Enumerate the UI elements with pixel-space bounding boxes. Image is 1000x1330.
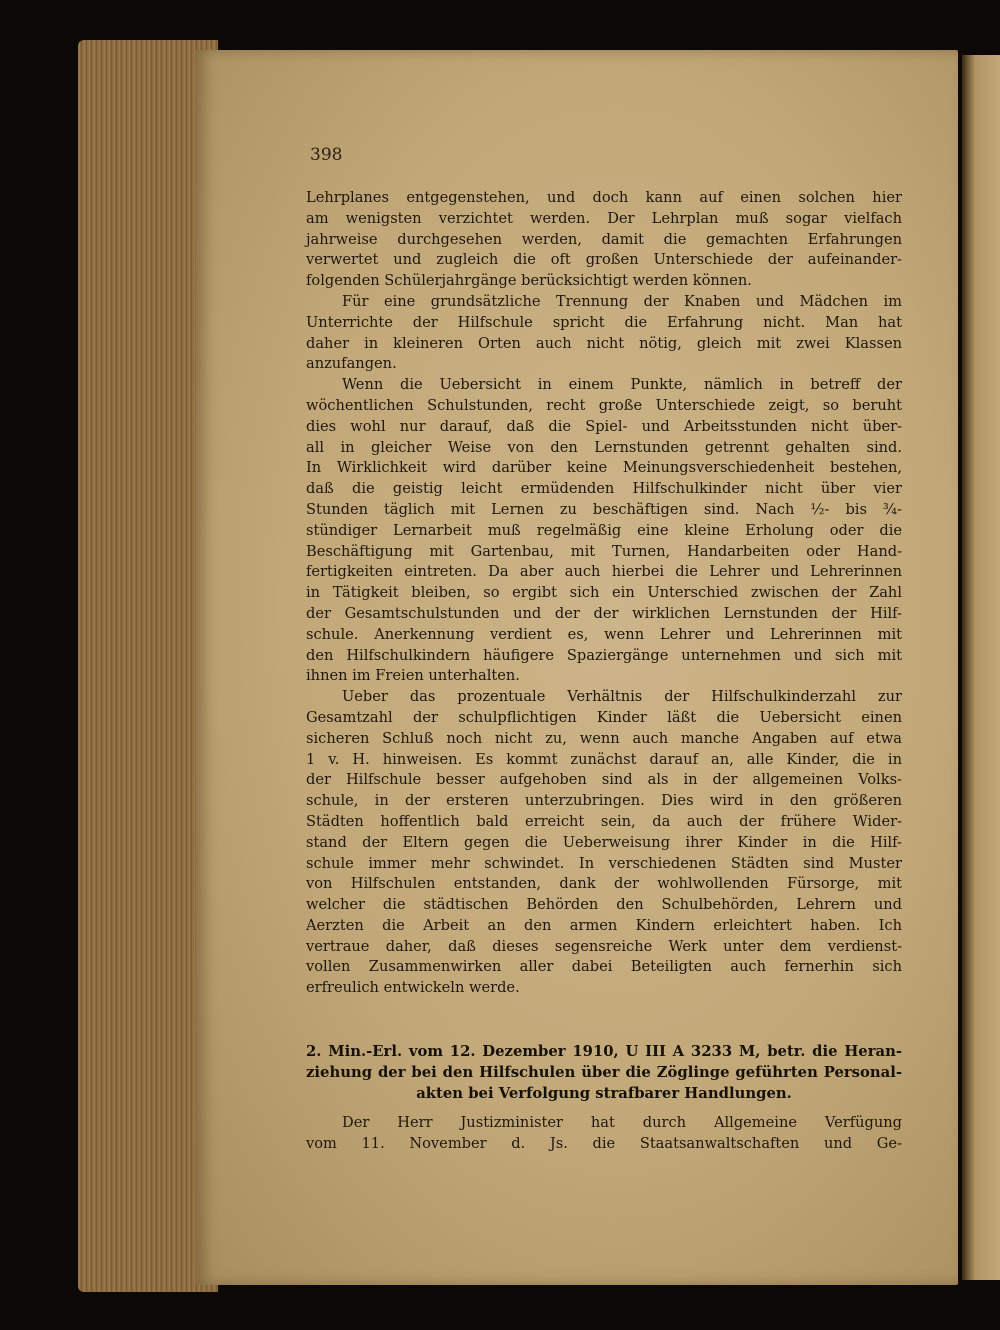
section-paragraph — [306, 1112, 902, 1154]
text-line: vom 11. November d. Js. die Staatsanwaltschaften und Ge- — [306, 1134, 902, 1152]
text-line: Der Herr Justizminister hat durch Allgemeine Verfügung — [342, 1114, 902, 1131]
text-line: akten bei Verfolgung strafbarer Handlungen. — [416, 1084, 792, 1102]
text-line: schule. Anerkennung verdient es, wenn Lehrer und Lehrerinnen mit — [306, 625, 902, 643]
text-line: welcher die städtischen Behörden den Schulbehörden, Lehrern und — [306, 896, 902, 914]
text-line: stündiger Lernarbeit muß regelmäßig eine kleine Erholung oder die — [306, 521, 902, 539]
text-line: vertraue daher, daß dieses segensreiche Werk unter dem verdienst- — [306, 937, 902, 955]
text-line: Städten hoffentlich bald erreicht sein, da auch der frühere Wider- — [306, 812, 902, 830]
text-line: Für eine grundsätzliche Trennung der Knaben und Mädchen im — [342, 292, 902, 310]
facing-page-edge — [962, 55, 1000, 1280]
text-line: Ueber das prozentuale Verhältnis der Hilfschulkinderzahl zur — [342, 688, 902, 706]
text-line: 1 v. H. hinweisen. Es kommt zunächst darauf an, alle Kinder, die in — [306, 750, 902, 768]
text-line: der Gesamtschulstunden und der der wirklichen Lernstunden der Hilf- — [306, 604, 902, 622]
text-line: der Hilfschule besser aufgehoben sind als in der allgemeinen Volks- — [306, 771, 902, 789]
text-line: jahrweise durchgesehen werden, damit die gemachten Erfahrungen — [306, 230, 902, 248]
page-number: 398 — [310, 145, 343, 165]
text-line: Gesamtzahl der schulpflichtigen Kinder läßt die Uebersicht einen — [306, 708, 902, 726]
text-line: Wenn die Uebersicht in einem Punkte, nämlich in betreff der — [342, 376, 902, 394]
text-line: schule immer mehr schwindet. In verschiedenen Städten sind Muster — [306, 854, 902, 872]
text-line: anzufangen. — [306, 355, 397, 373]
text-line: fertigkeiten eintreten. Da aber auch hierbei die Lehrer und Lehrerinnen — [306, 563, 902, 581]
text-line: von Hilfschulen entstanden, dank der wohlwollenden Fürsorge, mit — [306, 875, 902, 893]
text-line: verwertet und zugleich die oft großen Unterschiede der aufeinander- — [306, 251, 902, 269]
text-line: in Tätigkeit bleiben, so ergibt sich ein Unterschied zwischen der Zahl — [306, 584, 902, 602]
text-line: erfreulich entwickeln werde. — [306, 979, 520, 997]
text-line: am wenigsten verzichtet werden. Der Lehrplan muß sogar vielfach — [306, 209, 902, 227]
text-line: daher in kleineren Orten auch nicht nötig, gleich mit zwei Klassen — [306, 334, 902, 352]
text-line: sicheren Schluß noch nicht zu, wenn auch manche Angaben auf etwa — [306, 729, 902, 747]
text-line: Aerzten die Arbeit an den armen Kindern erleichtert haben. Ich — [306, 916, 902, 934]
text-line: In Wirklichkeit wird darüber keine Meinungsverschiedenheit bestehen, — [306, 459, 902, 477]
text-line: ihnen im Freien unterhalten. — [306, 667, 520, 685]
text-line: daß die geistig leicht ermüdenden Hilfschulkinder nicht über vier — [306, 480, 902, 498]
text-line: 2. Min.-Erl. vom 12. Dezember 1910, U III A 3233 M, betr. die Heran- — [306, 1043, 902, 1060]
text-line: wöchentlichen Schulstunden, recht große Unterschiede zeigt, so beruht — [306, 396, 902, 414]
text-line: dies wohl nur darauf, daß die Spiel- und Arbeitsstunden nicht über- — [306, 417, 902, 435]
text-line: vollen Zusammenwirken aller dabei Beteiligten auch fernerhin sich — [306, 958, 902, 976]
text-line: ziehung der bei den Hilfschulen über die Zöglinge geführten Personal- — [306, 1063, 902, 1081]
text-line: den Hilfschulkindern häufigere Spaziergänge unternehmen und sich mit — [306, 646, 902, 664]
text-line: schule, in der ersteren unterzubringen. Dies wird in den größeren — [306, 792, 902, 810]
text-line: Lehrplanes entgegenstehen, und doch kann auf einen solchen hier — [306, 189, 902, 206]
section-heading — [306, 1041, 902, 1103]
text-line: Beschäftigung mit Gartenbau, mit Turnen, Handarbeiten oder Hand- — [306, 542, 902, 560]
text-line: stand der Eltern gegen die Ueberweisung ihrer Kinder in die Hilf- — [306, 833, 902, 851]
body-text — [306, 188, 902, 999]
text-line: all in gleicher Weise von den Lernstunden getrennt gehalten sind. — [306, 438, 902, 456]
text-line: Stunden täglich mit Lernen zu beschäftigen sind. Nach ½- bis ¾- — [306, 500, 902, 518]
text-line: Unterrichte der Hilfschule spricht die Erfahrung nicht. Man hat — [306, 313, 902, 331]
text-line: folgenden Schülerjahrgänge berücksichtigt werden können. — [306, 272, 752, 290]
